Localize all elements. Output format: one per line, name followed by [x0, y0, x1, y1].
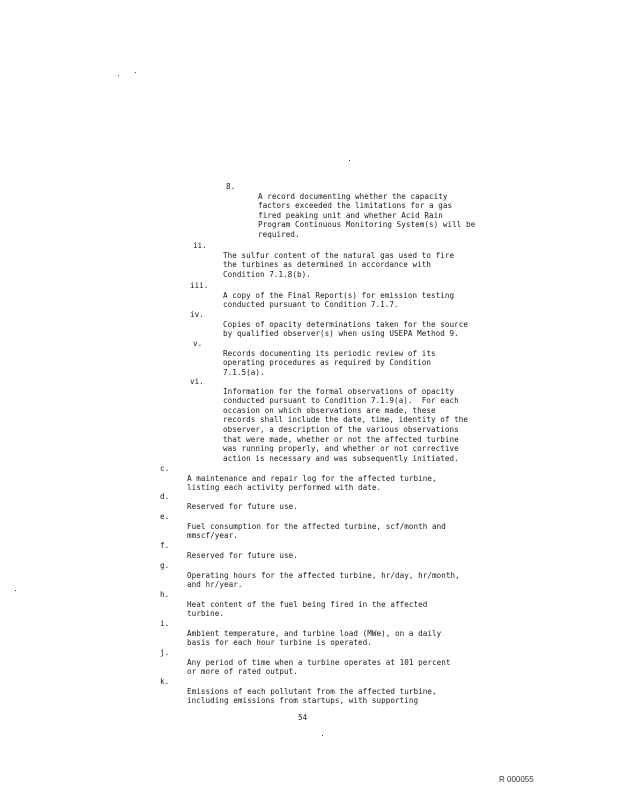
item-marker: iv.	[190, 310, 204, 319]
item-text	[223, 241, 454, 279]
item-line: occasion on which observations are made, these	[223, 405, 436, 415]
item-line: basis for each hour turbine is operated.	[187, 638, 372, 648]
scan-speck	[15, 590, 16, 591]
item-line: records shall include the date, time, identity of the	[223, 415, 468, 425]
item-line: listing each activity performed with date.	[187, 483, 382, 493]
item-line: A copy of the Final Report(s) for emission testing	[223, 290, 455, 300]
item-line: Reserved for future use.	[187, 501, 298, 511]
item-marker: g.	[160, 561, 170, 570]
item-line: was running properly, and whether or not corrective	[223, 444, 459, 454]
item-line: A maintenance and repair log for the affected turbine,	[187, 473, 437, 483]
item-line: fired peaking unit and whether Acid Rain	[258, 210, 443, 220]
item-marker: h.	[160, 590, 170, 599]
item-text	[223, 339, 436, 377]
item-line: 7.1.5(a).	[223, 367, 265, 377]
item-line: Copies of opacity determinations taken for the source	[223, 319, 468, 329]
item-text	[187, 492, 298, 511]
item-line: required.	[258, 229, 300, 239]
item-line: operating procedures as required by Condition	[223, 358, 431, 368]
item-marker: d.	[160, 492, 170, 501]
item-marker: i.	[160, 619, 170, 628]
item-line: Condition 7.1.8(b).	[223, 269, 311, 279]
scan-speck	[135, 72, 136, 73]
item-text	[187, 590, 427, 619]
item-line: mmscf/year.	[187, 531, 238, 541]
scan-speck	[322, 735, 323, 736]
item-line: observer, a description of the various observations	[223, 424, 459, 434]
item-line: Records documenting its periodic review of its	[223, 348, 436, 358]
scan-speck	[118, 75, 119, 76]
item-line: Fuel consumption for the affected turbine, scf/month and	[187, 521, 446, 531]
item-marker: k.	[160, 677, 170, 686]
item-line: Information for the formal observations of opacity	[223, 386, 455, 396]
item-line: Operating hours for the affected turbine, hr/day, hr/month,	[187, 570, 460, 580]
item-marker: ii.	[193, 241, 207, 250]
item-line: and hr/year.	[187, 580, 243, 590]
item-line: Program Continuous Monitoring System(s) will be	[258, 220, 476, 230]
item-text	[187, 464, 437, 493]
item-line: Reserved for future use.	[187, 550, 298, 560]
item-marker: 8.	[226, 182, 236, 191]
item-marker: e.	[160, 512, 170, 521]
item-line: or more of rated output.	[187, 667, 298, 677]
item-line: The sulfur content of the natural gas used to fire	[223, 250, 455, 260]
item-line: Emissions of each pollutant from the affected turbine,	[187, 686, 437, 696]
item-line: conducted pursuant to Condition 7.1.7.	[223, 300, 399, 310]
item-line: the turbines as determined in accordance with	[223, 260, 431, 270]
scan-speck	[349, 160, 350, 161]
item-text	[223, 310, 468, 339]
item-marker: j.	[160, 648, 170, 657]
item-line: Heat content of the fuel being fired in the affected	[187, 599, 428, 609]
item-line: by qualified observer(s) when using USEPA Method 9.	[223, 329, 459, 339]
item-marker: f.	[160, 541, 170, 550]
item-line: factors exceeded the limitations for a gas	[258, 201, 453, 211]
item-line: Any period of time when a turbine operates at 101 percent	[187, 657, 451, 667]
item-text	[223, 377, 468, 463]
item-marker: iii.	[190, 281, 209, 290]
item-line: action is necessary and was subsequently initiated.	[223, 453, 459, 463]
item-text	[258, 182, 475, 240]
item-line: turbine.	[187, 609, 224, 619]
item-line: A record documenting whether the capacity	[258, 191, 448, 201]
item-marker: vi.	[190, 377, 204, 386]
item-text	[187, 541, 298, 560]
item-text	[187, 512, 446, 541]
item-text	[187, 677, 437, 706]
item-text	[187, 648, 450, 677]
item-marker: v.	[193, 339, 203, 348]
item-text	[223, 281, 454, 310]
item-marker: c.	[160, 464, 170, 473]
item-text	[187, 619, 441, 648]
item-line: conducted pursuant to Condition 7.1.9(a). For each	[223, 396, 459, 406]
item-line: including emissions from startups, with supporting	[187, 696, 419, 706]
page-number: 54	[298, 713, 308, 722]
bates-number: R 000055	[499, 775, 534, 784]
item-text	[187, 561, 460, 590]
item-line: Ambient temperature, and turbine load (MWe), on a daily	[187, 628, 442, 638]
item-line: that were made, whether or not the affected turbine	[223, 434, 459, 444]
